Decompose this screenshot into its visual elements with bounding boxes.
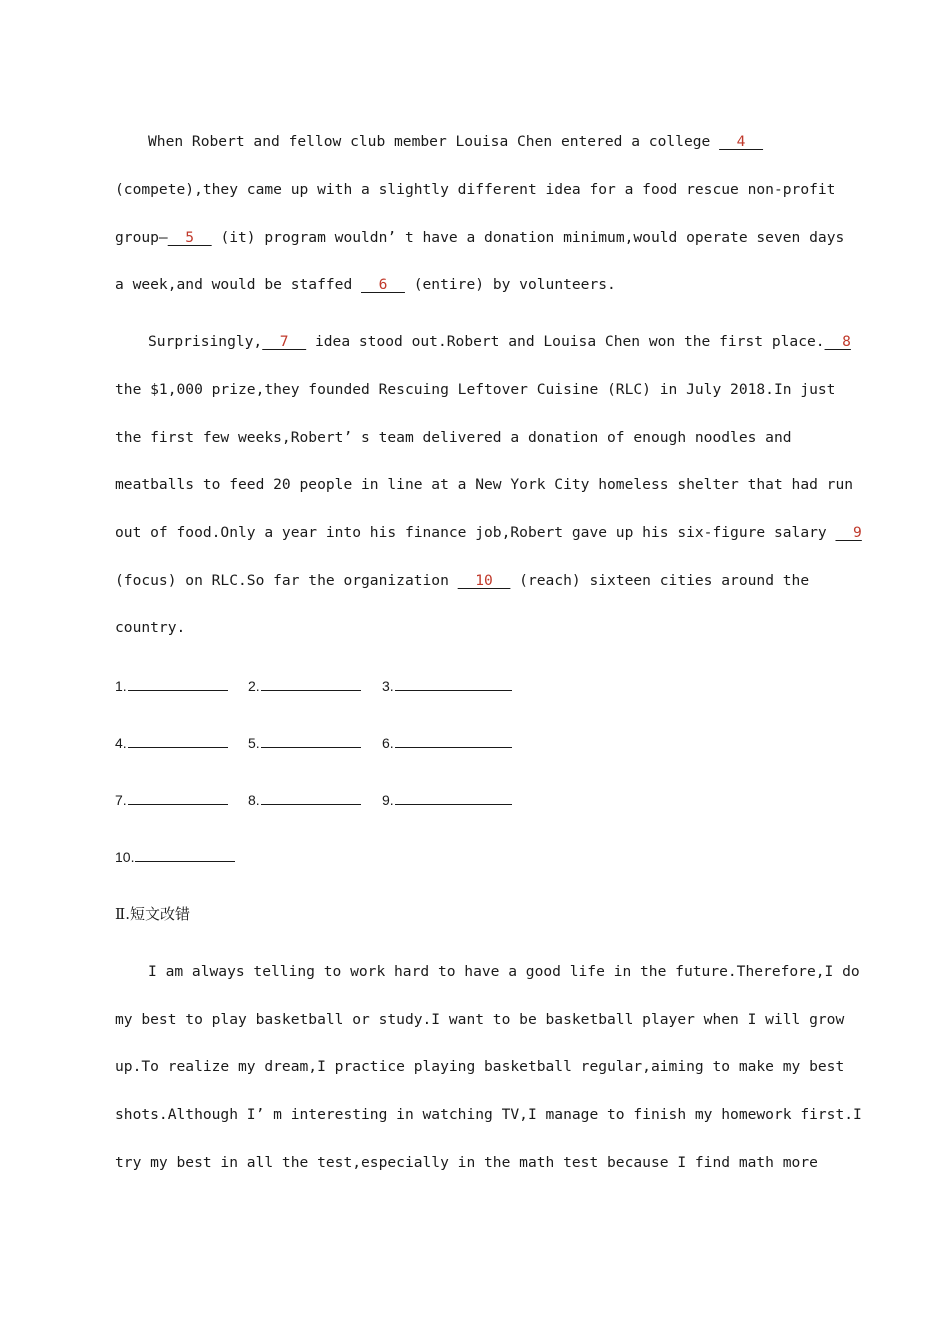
answer-line [261, 676, 361, 691]
passage-line: the first few weeks,Robert’ s team delivered a donation of enough noodles and [115, 429, 792, 446]
text-run: (focus) on RLC.So far the organization [115, 572, 458, 589]
answer-number: 6. [382, 735, 394, 751]
section-line: I am always telling to work hard to have a good life in the future.Therefore,I do [148, 963, 860, 980]
answer-slot-6[interactable] [382, 733, 512, 753]
answer-number: 1. [115, 678, 127, 694]
answer-line [395, 790, 512, 805]
answer-number: 3. [382, 678, 394, 694]
answer-slot-10[interactable] [115, 847, 235, 867]
blank-7: 7 [262, 333, 307, 350]
answer-slot-1[interactable] [115, 676, 228, 696]
blank-6: 6 [361, 276, 405, 293]
blank-4: 4 [719, 133, 764, 150]
answer-line [128, 676, 228, 691]
blank-5: 5 [167, 229, 212, 246]
text-run: Surprisingly, [148, 333, 263, 350]
blank-8: 8 [824, 333, 851, 350]
text-run: group— [115, 229, 168, 246]
answer-line [261, 790, 361, 805]
answer-line [395, 676, 512, 691]
section-line: try my best in all the test,especially in the math test because I find math more [115, 1154, 818, 1171]
passage-line [115, 571, 809, 591]
text-run: (entire) by volunteers. [404, 276, 616, 293]
answer-slot-5[interactable] [248, 733, 361, 753]
answer-line [395, 733, 512, 748]
text-run: idea stood out.Robert and Louisa Chen won the first place. [306, 333, 825, 350]
answer-slot-3[interactable] [382, 676, 512, 696]
answer-line [261, 733, 361, 748]
text-run: (it) program wouldn’ t have a donation minimum,would operate seven days [211, 229, 845, 246]
answer-number: 4. [115, 735, 127, 751]
answer-number: 8. [248, 792, 260, 808]
passage-line [148, 332, 851, 352]
answer-number: 10. [115, 849, 135, 865]
passage-line: the $1,000 prize,they founded Rescuing Leftover Cuisine (RLC) in July 2018.In just [115, 381, 836, 398]
text-run: (reach) sixteen cities around the [510, 572, 810, 589]
passage-line [115, 228, 844, 248]
answer-number: 2. [248, 678, 260, 694]
answer-number: 9. [382, 792, 394, 808]
text-run: a week,and would be staffed [115, 276, 362, 293]
answer-line [128, 790, 228, 805]
text-run: When Robert and fellow club member Louisa Chen entered a college [148, 133, 720, 150]
answer-number: 7. [115, 792, 127, 808]
passage-line [115, 523, 862, 543]
answer-line [128, 733, 228, 748]
blank-9: 9 [835, 524, 862, 541]
section-line: my best to play basketball or study.I want to be basketball player when I will grow [115, 1011, 845, 1028]
answer-slot-8[interactable] [248, 790, 361, 810]
section-line: up.To realize my dream,I practice playing basketball regular,aiming to make my best [115, 1058, 845, 1075]
answer-slot-2[interactable] [248, 676, 361, 696]
answer-line [135, 847, 235, 862]
section-title: Ⅱ.短文改错 [115, 905, 190, 923]
answer-number: 5. [248, 735, 260, 751]
passage-line [115, 275, 616, 295]
passage-line: country. [115, 619, 186, 636]
passage-line [148, 132, 763, 152]
answer-slot-7[interactable] [115, 790, 228, 810]
section-line: shots.Although I’ m interesting in watching TV,I manage to finish my homework first.I [115, 1106, 862, 1123]
passage-line: (compete),they came up with a slightly different idea for a food rescue non-profit [115, 181, 836, 198]
blank-10: 10 [457, 572, 511, 589]
answer-slot-4[interactable] [115, 733, 228, 753]
answer-slot-9[interactable] [382, 790, 512, 810]
passage-line: meatballs to feed 20 people in line at a New York City homeless shelter that had run [115, 476, 854, 493]
text-run: out of food.Only a year into his finance job,Robert gave up his six-figure salary [115, 524, 836, 541]
